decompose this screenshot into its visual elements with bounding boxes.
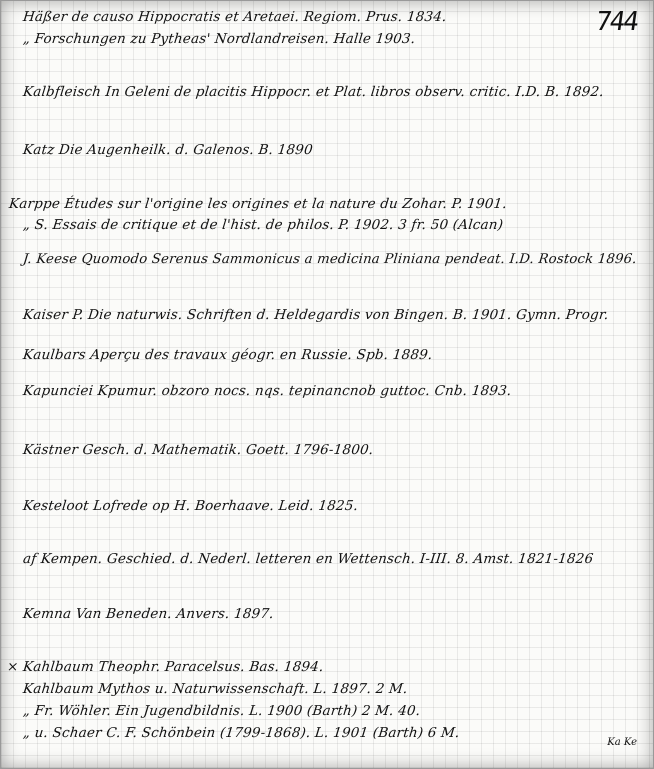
entry-line-8: Kaiser P. Die naturwis. Schriften d. Heldegardis von Bingen. B. 1901. Gymn. Progr. [22, 307, 610, 323]
entry-line-9: Kaulbars Aperçu des travaux géogr. en Russie. Spb. 1889. [22, 347, 434, 363]
entry-line-12: Kesteloot Lofrede op H. Boerhaave. Leid. 1825. [22, 498, 359, 514]
entry-line-1: Häßer de causo Hippocratis et Aretaei. Regiom. Prus. 1834. [22, 9, 448, 25]
entry-line-5: Karppe Études sur l'origine les origines et la nature du Zohar. P. 1901. [8, 196, 508, 212]
entry-line-10: Kapunciei Kpumur. obzoro nocs. nqs. tepinancnob guttoc. Cnb. 1893. [22, 383, 513, 399]
entry-line-2: „ Forschungen zu Pytheas' Nordlandreisen. Halle 1903. [22, 31, 417, 47]
entry-line-7: J. Keese Quomodo Serenus Sammonicus a medicina Pliniana pendeat. I.D. Rostock 1896. [22, 252, 638, 267]
entry-line-4: Katz Die Augenheilk. d. Galenos. B. 1890 [22, 142, 314, 158]
entry-line-14: Kemna Van Beneden. Anvers. 1897. [22, 606, 275, 622]
corner-note: Ka Ke [607, 737, 637, 748]
entry-line-3: Kalbfleisch In Geleni de placitis Hippocr. et Plat. libros observ. critic. I.D. B. 1892. [22, 84, 605, 100]
entry-line-16: Kahlbaum Mythos u. Naturwissenschaft. L. 1897. 2 M. [22, 681, 409, 697]
entry-line-15: × Kahlbaum Theophr. Paracelsus. Bas. 1894. [6, 659, 325, 675]
page-number: 744 [593, 7, 640, 37]
entry-line-13: af Kempen. Geschied. d. Nederl. letteren en Wettensch. I-III. 8. Amst. 1821-1826 [22, 551, 595, 567]
entry-line-6: „ S. Essais de critique et de l'hist. de philos. P. 1902. 3 fr. 50 (Alcan) [22, 217, 504, 233]
entry-line-17: „ Fr. Wöhler. Ein Jugendbildnis. L. 1900 (Barth) 2 M. 40. [22, 703, 422, 719]
entry-line-11: Kästner Gesch. d. Mathematik. Goett. 1796-1800. [22, 442, 375, 458]
entry-line-18: „ u. Schaer C. F. Schönbein (1799-1868). L. 1901 (Barth) 6 M. [22, 725, 461, 741]
